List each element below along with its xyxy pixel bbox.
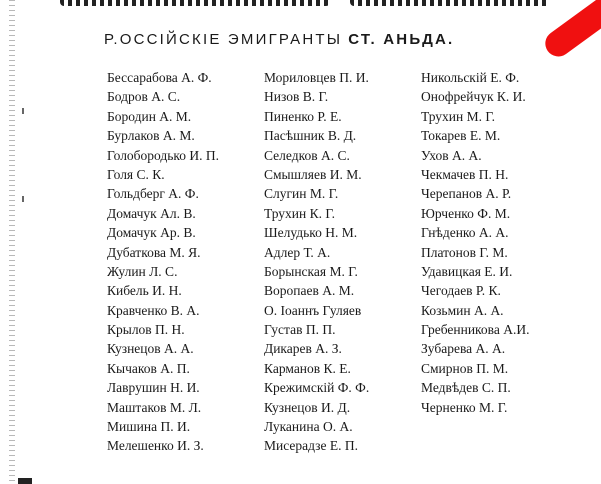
- list-item: Низов В. Г.: [264, 89, 329, 105]
- names-column-2: [264, 68, 369, 456]
- scan-artifact: [18, 478, 32, 484]
- list-item: Платонов Г. М.: [421, 244, 508, 260]
- binding-mark: [22, 108, 24, 114]
- list-item: Пиненко Р. Е.: [264, 108, 342, 124]
- list-item: Кузнецов А. А.: [107, 341, 194, 357]
- list-item: Чегодаев Р. К.: [421, 283, 501, 299]
- list-item: Дикарев А. З.: [264, 341, 342, 357]
- list-item: Крежимскій Ф. Ф.: [264, 380, 370, 396]
- red-highlight-mark: [540, 0, 601, 62]
- list-item: Юрченко Ф. М.: [421, 205, 511, 221]
- list-item: Слугин М. Г.: [264, 186, 339, 202]
- names-column-1: [107, 68, 219, 456]
- names-column-3: [421, 68, 530, 417]
- list-item: Шелудько Н. М.: [264, 225, 358, 241]
- list-item: Густав П. П.: [264, 322, 336, 338]
- list-item: Домачук Ал. В.: [107, 205, 196, 221]
- list-item: Чекмачев П. Н.: [421, 166, 509, 182]
- list-item: О. Іоаннъ Гуляев: [264, 302, 362, 318]
- list-item: Трухин К. Г.: [264, 205, 336, 221]
- ornamental-border-left: [60, 0, 330, 6]
- list-item: Никольскій Е. Ф.: [421, 70, 520, 85]
- list-item: Пасѣшник В. Д.: [264, 128, 357, 144]
- list-item: Карманов К. Е.: [264, 360, 351, 376]
- list-item: Домачук Ар. В.: [107, 225, 196, 241]
- list-item: Борынская М. Г.: [264, 263, 358, 279]
- list-item: Бурлаков А. М.: [107, 128, 195, 144]
- list-item: Ухов А. А.: [421, 147, 482, 163]
- list-item: Кузнецов И. Д.: [264, 399, 351, 415]
- list-item: Мишина П. И.: [107, 419, 191, 435]
- list-item: Мелешенко И. З.: [107, 438, 204, 454]
- list-item: Бодров А. С.: [107, 89, 181, 105]
- list-item: Гольдберг А. Ф.: [107, 186, 199, 202]
- list-item: Козьмин А. А.: [421, 302, 504, 318]
- list-item: Дубаткова М. Я.: [107, 244, 201, 260]
- list-item: Кравченко В. А.: [107, 302, 200, 318]
- list-item: Смирнов П. М.: [421, 360, 509, 376]
- title-lead: Р.ОССІЙСКІЕ ЭМИГРАНТЫ: [104, 31, 343, 48]
- list-item: Лаврушин Н. И.: [107, 380, 200, 396]
- list-item: Луканина О. А.: [264, 419, 353, 435]
- ornamental-border-right: [350, 0, 550, 6]
- list-item: Бессарабова А. Ф.: [107, 70, 212, 85]
- list-item: Голобородько И. П.: [107, 147, 220, 163]
- list-item: Адлер Т. А.: [264, 244, 331, 260]
- list-item: Селедков А. С.: [264, 147, 350, 163]
- list-item: Зубарева А. А.: [421, 341, 506, 357]
- list-item: Жулин Л. С.: [107, 263, 178, 279]
- list-item: Гнѣденко А. А.: [421, 225, 509, 241]
- list-item: Черненко М. Г.: [421, 399, 508, 415]
- list-item: Мисерадзе Е. П.: [264, 438, 358, 454]
- list-item: Голя С. К.: [107, 166, 165, 182]
- list-item: Удавицкая Е. И.: [421, 263, 513, 279]
- list-item: Гребенникова А.И.: [421, 322, 530, 338]
- title-place: СТ. АНЬДА.: [348, 31, 455, 48]
- list-item: Крылов П. Н.: [107, 322, 185, 338]
- list-item: Смышляев И. М.: [264, 166, 362, 182]
- list-item: Кычаков А. П.: [107, 360, 190, 376]
- list-item: Кибель И. Н.: [107, 283, 182, 299]
- page-title: [104, 31, 544, 51]
- list-item: Медвѣдев С. П.: [421, 380, 511, 396]
- list-item: Черепанов А. Р.: [421, 186, 512, 202]
- list-item: Маштаков М. Л.: [107, 399, 202, 415]
- list-item: Токарев Е. М.: [421, 128, 501, 144]
- list-item: Мориловцев П. И.: [264, 70, 369, 85]
- list-item: Воропаев А. М.: [264, 283, 355, 299]
- list-item: Онофрейчук К. И.: [421, 89, 526, 105]
- list-item: Бородин А. М.: [107, 108, 192, 124]
- list-item: Трухин М. Г.: [421, 108, 496, 124]
- binding-edge: [9, 0, 15, 484]
- binding-mark: [22, 196, 24, 202]
